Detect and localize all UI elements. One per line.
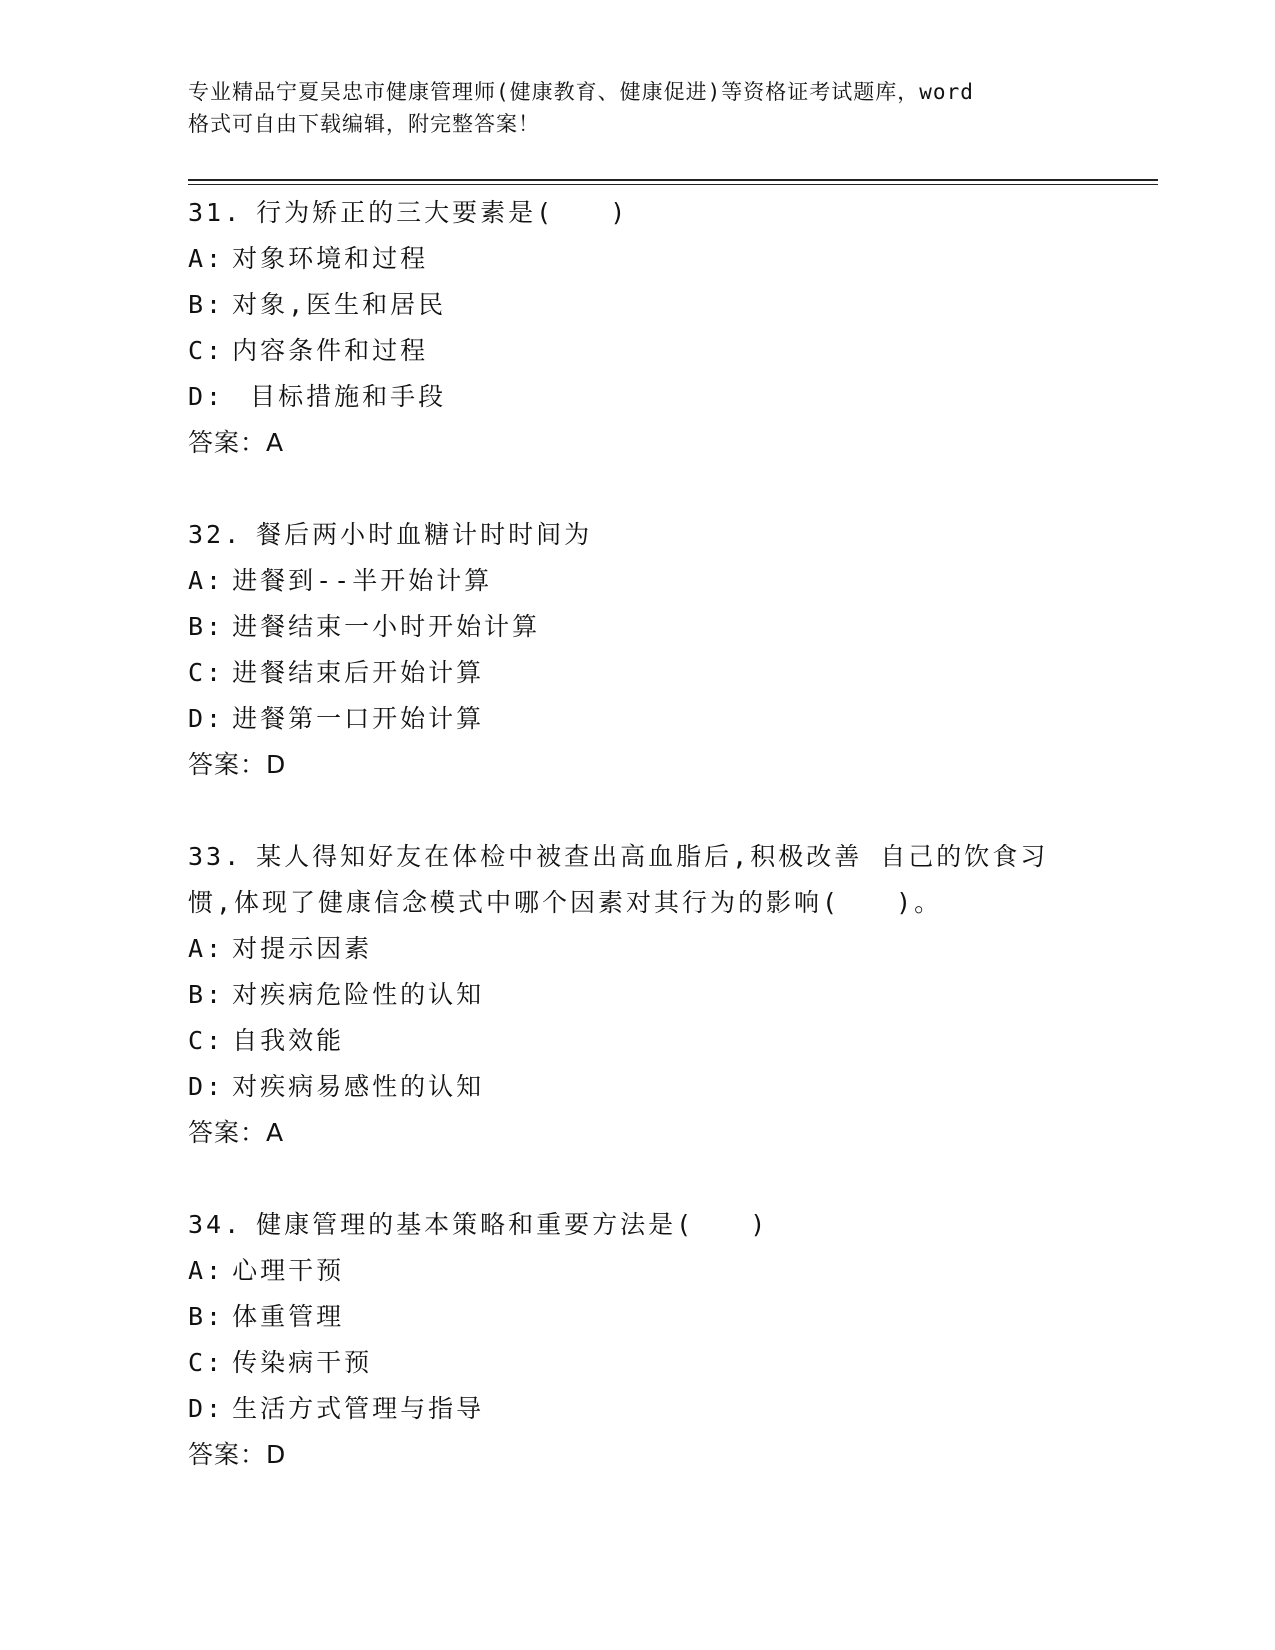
option-key: A: <box>188 244 225 273</box>
option-text: 进餐结束后开始计算 <box>232 658 485 687</box>
answer-value: A <box>266 428 285 457</box>
answer-value: A <box>266 1118 285 1147</box>
option-d <box>188 1386 1088 1432</box>
option-a <box>188 926 1088 972</box>
option-c <box>188 650 1088 696</box>
option-key: C: <box>188 1348 225 1377</box>
option-key: B: <box>188 980 225 1009</box>
question-stem <box>188 512 1088 558</box>
option-text: 目标措施和手段 <box>232 382 447 411</box>
option-key: A: <box>188 566 225 595</box>
option-key: B: <box>188 290 225 319</box>
option-key: C: <box>188 336 225 365</box>
option-a <box>188 558 1088 604</box>
question-number: 34. <box>188 1210 243 1239</box>
option-c <box>188 1018 1088 1064</box>
question-stem <box>188 1202 1088 1248</box>
option-key: C: <box>188 1026 225 1055</box>
question-text: 健康管理的基本策略和重要方法是( ) <box>256 1210 769 1239</box>
option-key: A: <box>188 934 225 963</box>
option-b <box>188 604 1088 650</box>
question-stem <box>188 834 1088 926</box>
option-text: 进餐第一口开始计算 <box>232 704 485 733</box>
option-key: B: <box>188 1302 225 1331</box>
option-d <box>188 696 1088 742</box>
answer <box>188 420 1088 466</box>
option-b <box>188 972 1088 1018</box>
answer <box>188 1110 1088 1156</box>
option-text: 对提示因素 <box>232 934 373 963</box>
option-c <box>188 328 1088 374</box>
answer-label: 答案： <box>188 1118 267 1147</box>
option-key: C: <box>188 658 225 687</box>
option-text: 传染病干预 <box>232 1348 373 1377</box>
question-text: 某人得知好友在体检中被查出高血脂后,积极改善 自己的饮食习惯,体现了健康信念模式中哪个因素对其行为的影响( )。 <box>188 842 1049 917</box>
option-d <box>188 1064 1088 1110</box>
option-text: 心理干预 <box>232 1256 345 1285</box>
option-text: 进餐到--半开始计算 <box>232 566 493 595</box>
answer-label: 答案： <box>188 750 267 779</box>
option-key: D: <box>188 704 225 733</box>
question-stem <box>188 190 1088 236</box>
option-text: 自我效能 <box>232 1026 345 1055</box>
option-text: 对疾病危险性的认知 <box>232 980 485 1009</box>
option-text: 对象环境和过程 <box>232 244 429 273</box>
option-b <box>188 1294 1088 1340</box>
option-a <box>188 236 1088 282</box>
document-header <box>188 76 1068 140</box>
header-line-2: 格式可自由下载编辑，附完整答案！ <box>188 112 540 136</box>
option-text: 对疾病易感性的认知 <box>232 1072 485 1101</box>
option-text: 对象,医生和居民 <box>232 290 447 319</box>
question-31 <box>188 190 1088 466</box>
option-text: 进餐结束一小时开始计算 <box>232 612 541 641</box>
option-text: 内容条件和过程 <box>232 336 429 365</box>
question-32 <box>188 512 1088 788</box>
answer <box>188 742 1088 788</box>
question-34 <box>188 1202 1088 1478</box>
answer-value: D <box>266 750 287 779</box>
option-key: A: <box>188 1256 225 1285</box>
header-divider-thick <box>188 179 1158 181</box>
answer-value: D <box>266 1440 287 1469</box>
option-key: D: <box>188 382 225 411</box>
question-number: 33. <box>188 842 243 871</box>
answer <box>188 1432 1088 1478</box>
option-b <box>188 282 1088 328</box>
option-key: D: <box>188 1072 225 1101</box>
answer-label: 答案： <box>188 428 267 457</box>
question-33 <box>188 834 1088 1156</box>
question-number: 31. <box>188 198 243 227</box>
option-text: 生活方式管理与指导 <box>232 1394 485 1423</box>
option-key: D: <box>188 1394 225 1423</box>
question-number: 32. <box>188 520 243 549</box>
option-d <box>188 374 1088 420</box>
option-key: B: <box>188 612 225 641</box>
question-text: 行为矫正的三大要素是( ) <box>256 198 629 227</box>
option-a <box>188 1248 1088 1294</box>
question-list <box>188 190 1088 1524</box>
option-c <box>188 1340 1088 1386</box>
answer-label: 答案： <box>188 1440 267 1469</box>
option-text: 体重管理 <box>232 1302 345 1331</box>
header-divider-thin <box>188 184 1158 185</box>
header-line-1: 专业精品宁夏吴忠市健康管理师(健康教育、健康促进)等资格证考试题库，word <box>188 80 974 104</box>
question-text: 餐后两小时血糖计时时间为 <box>256 520 593 549</box>
